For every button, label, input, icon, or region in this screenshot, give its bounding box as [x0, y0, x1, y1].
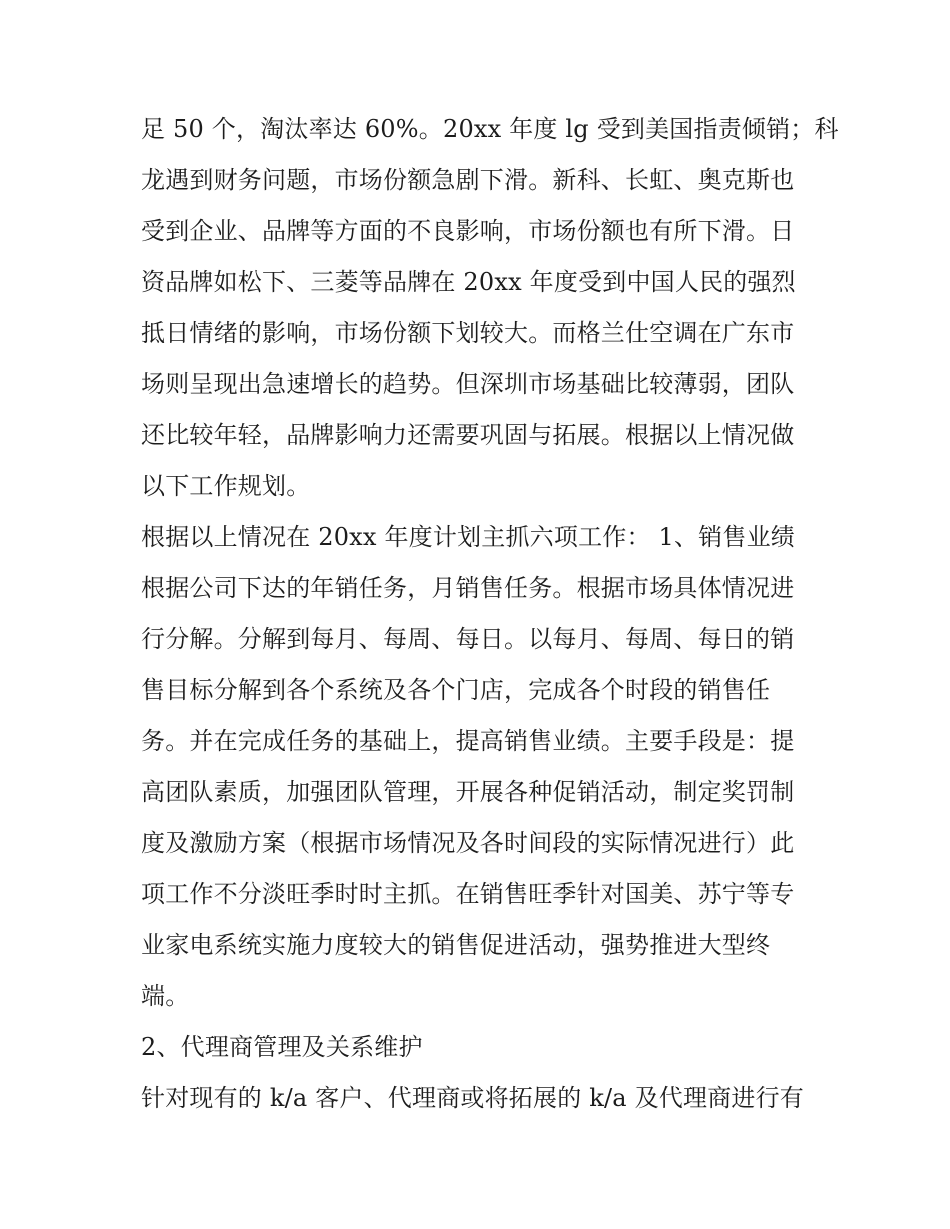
text-line: 抵日情绪的影响，市场份额下划较大。而格兰仕空调在广东市	[141, 319, 795, 347]
text-line: 针对现有的 k/a 客户、代理商或将拓展的 k/a 及代理商进行有	[141, 1084, 804, 1112]
text-line: 端。	[141, 982, 190, 1010]
text-line: 项工作不分淡旺季时时主抓。在销售旺季针对国美、苏宁等专	[141, 880, 795, 908]
text-line: 售目标分解到各个系统及各个门店，完成各个时段的销售任	[141, 676, 771, 704]
body-text	[141, 104, 839, 1124]
text-line: 行分解。分解到每月、每周、每日。以每月、每周、每日的销	[141, 625, 795, 653]
text-line: 还比较年轻，品牌影响力还需要巩固与拓展。根据以上情况做	[141, 421, 795, 449]
text-line: 以下工作规划。	[141, 472, 311, 500]
text-line: 根据公司下达的年销任务，月销售任务。根据市场具体情况进	[141, 574, 795, 602]
text-line: 龙遇到财务问题，市场份额急剧下滑。新科、长虹、奥克斯也	[141, 166, 795, 194]
text-line: 场则呈现出急速增长的趋势。但深圳市场基础比较薄弱，团队	[141, 370, 795, 398]
section-heading: 2、代理商管理及关系维护	[141, 1033, 423, 1061]
text-line: 资品牌如松下、三菱等品牌在 20xx 年度受到中国人民的强烈	[141, 268, 796, 296]
text-line: 足 50 个，淘汰率达 60%。20xx 年度 lg 受到美国指责倾销；科	[141, 115, 839, 143]
text-line: 度及激励方案（根据市场情况及各时间段的实际情况进行）此	[141, 829, 795, 857]
text-line: 受到企业、品牌等方面的不良影响，市场份额也有所下滑。日	[141, 217, 795, 245]
text-line: 务。并在完成任务的基础上，提高销售业绩。主要手段是：提	[141, 727, 795, 755]
text-line: 高团队素质，加强团队管理，开展各种促销活动，制定奖罚制	[141, 778, 795, 806]
text-line: 根据以上情况在 20xx 年度计划主抓六项工作： 1、销售业绩	[141, 523, 795, 551]
text-line: 业家电系统实施力度较大的销售促进活动，强势推进大型终	[141, 931, 771, 959]
